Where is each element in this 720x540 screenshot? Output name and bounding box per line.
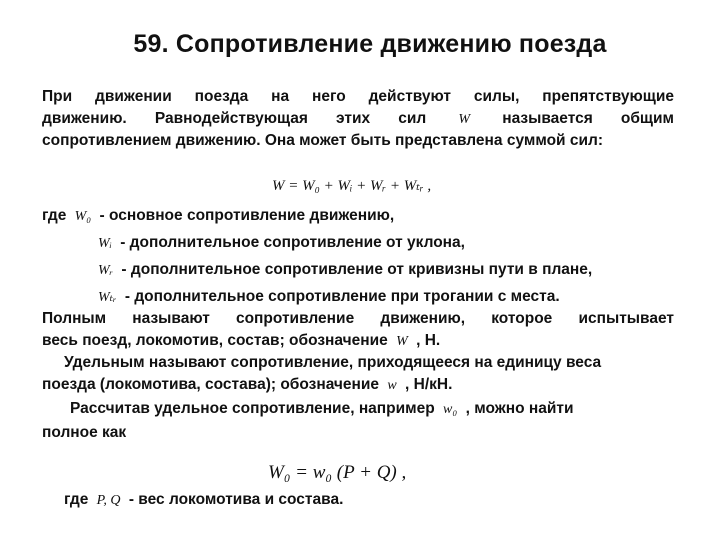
var-wtr: Wₜᵣ — [98, 290, 117, 305]
definition-prefix: где — [42, 207, 67, 224]
paragraph-2-line-2-a: весь поезд, локомотив, состав; обозначение — [42, 332, 388, 349]
var-w: w — [387, 378, 397, 393]
definition-text: - дополнительное сопротивление при трогании с места. — [124, 288, 560, 305]
final-definition-text: - вес локомотива и состава. — [128, 491, 344, 508]
var-P-Q: P, Q — [96, 493, 121, 508]
definition-text: - дополнительное сопротивление от уклона, — [120, 234, 465, 251]
paragraph-1-line-2 — [42, 108, 674, 131]
final-definition — [64, 491, 343, 509]
var-W: W — [458, 112, 471, 127]
definitions-list — [42, 203, 593, 311]
paragraph-1-line-3: сопротивлением движению. Она может быть представлена суммой сил: — [42, 132, 604, 149]
paragraph-3-line-2 — [42, 374, 674, 397]
formula-full-resistance: W₀ = w₀ (P + Q) , — [268, 462, 407, 483]
definition-text: - дополнительное сопротивление от кривизны пути в плане, — [121, 261, 593, 278]
var-wr: Wᵣ — [98, 263, 114, 278]
definition-row-w0 — [42, 203, 592, 230]
paragraph-1-line-2-a: движению. Равнодействующая этих сил — [42, 110, 427, 127]
slide-title-text: 59. Сопротивление движению поезда — [133, 30, 607, 58]
final-definition-prefix: где — [64, 491, 89, 508]
paragraph-3-line-2-a: поезда (локомотива, состава); обозначение — [42, 376, 380, 393]
paragraph-1-line-2-b: называется общим — [502, 110, 674, 127]
paragraph-1-line-1: При движении поезда на него действуют силы, препятствующие — [42, 88, 674, 105]
paragraph-2-line-1: Полным называют сопротивление движению, которое испытывает — [42, 310, 674, 327]
var-w0: w₀ — [443, 402, 458, 417]
paragraph-4-line-1-b: , можно найти — [465, 400, 574, 417]
paragraph-4-line-1-a: Рассчитав удельное сопротивление, например — [70, 400, 435, 417]
definition-row-wr — [64, 257, 592, 284]
paragraph-4-line-1 — [70, 398, 674, 421]
paragraph-4-line-2: полное как — [42, 424, 127, 441]
paragraph-2-line-2-b: , Н. — [416, 332, 441, 349]
definition-text: - основное сопротивление движению, — [99, 207, 395, 224]
paragraph-3-line-2-b: , Н/кН. — [405, 376, 453, 393]
paragraph-2-line-2 — [42, 330, 674, 353]
definition-row-wtr — [64, 284, 592, 311]
definition-row-wi — [64, 230, 592, 257]
var-w0: W₀ — [74, 209, 92, 224]
paragraph-3-line-1: Удельным называют сопротивление, приходящееся на единицу веса — [64, 354, 602, 371]
var-W: W — [396, 334, 408, 349]
var-wi: Wᵢ — [98, 236, 112, 251]
formula-total-resistance: W = W₀ + Wᵢ + Wᵣ + Wₜᵣ , — [272, 178, 432, 194]
slide-title — [0, 30, 720, 59]
